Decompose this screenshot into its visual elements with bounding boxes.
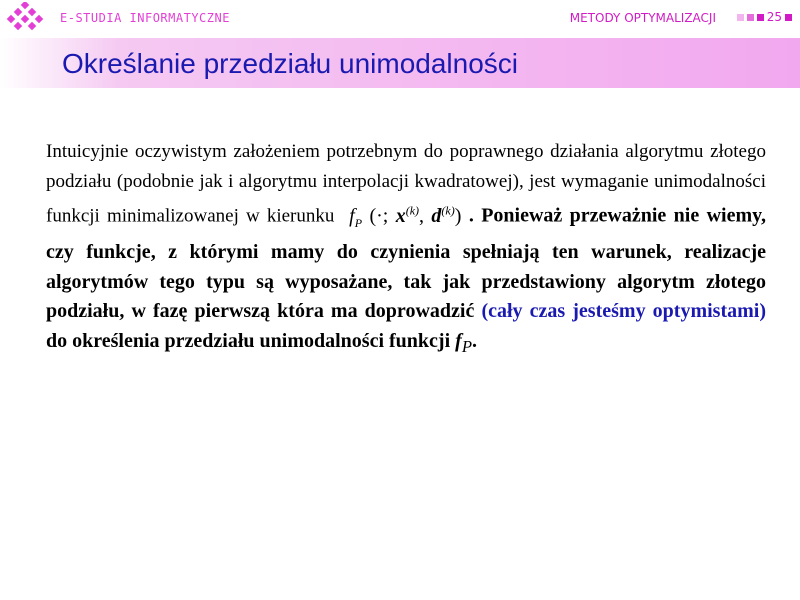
body-text-part2: . Ponieważ przeważnie nie wiemy, czy funkcje, z którymi mamy do czynienia spełniają ten warunek, realizacje algorytmów tego typu są wyposażane, tak jak przedstawiony algorytm złotego podziału, w fazę pierwszą która ma doprowadzić [46,204,767,323]
page-indicator [737,10,792,24]
course-name: METODY OPTYMALIZACJI [569,11,716,25]
formula-d-sup: (k) [441,203,455,217]
pale-square-icon [737,14,744,21]
tail-f-sub: P [461,336,472,356]
formula-f-sub: P [354,215,363,230]
formula-comma: , [419,204,432,227]
formula-d: d [431,204,442,227]
slide-body-paragraph [46,137,766,361]
formula-close: ) [454,204,462,227]
direction-formula [342,203,469,230]
body-highlight: (cały czas jesteśmy optymistami) [481,300,766,323]
tail-end: . [472,329,477,352]
e-studia-logo-icon [6,2,46,32]
formula-f: f [349,204,355,227]
formula-x: x [395,204,406,227]
formula-x-sup: (k) [405,203,420,217]
tail-f: f [455,329,462,352]
formula-arg-open: (·; [362,204,396,227]
mid-square-icon [747,14,754,21]
dark-square-icon [785,14,792,21]
dark-square-icon [757,14,764,21]
slide-title: Określanie przedziału unimodalności [62,48,519,79]
brand-name: E-STUDIA INFORMATYCZNE [60,11,230,25]
body-text-part1: Intuicyjnie oczywistym założeniem potrzebnym do poprawnego działania algorytmu złotego podziału (podobnie jak i algorytmu interpolacji kwadratowej), jest wymaganie unimodalności funkcji minimalizowanej w kierunku [46,141,766,227]
body-text-part3: do określenia przedziału unimodalności funkcji [46,329,456,352]
page-number: 25 [766,10,782,24]
